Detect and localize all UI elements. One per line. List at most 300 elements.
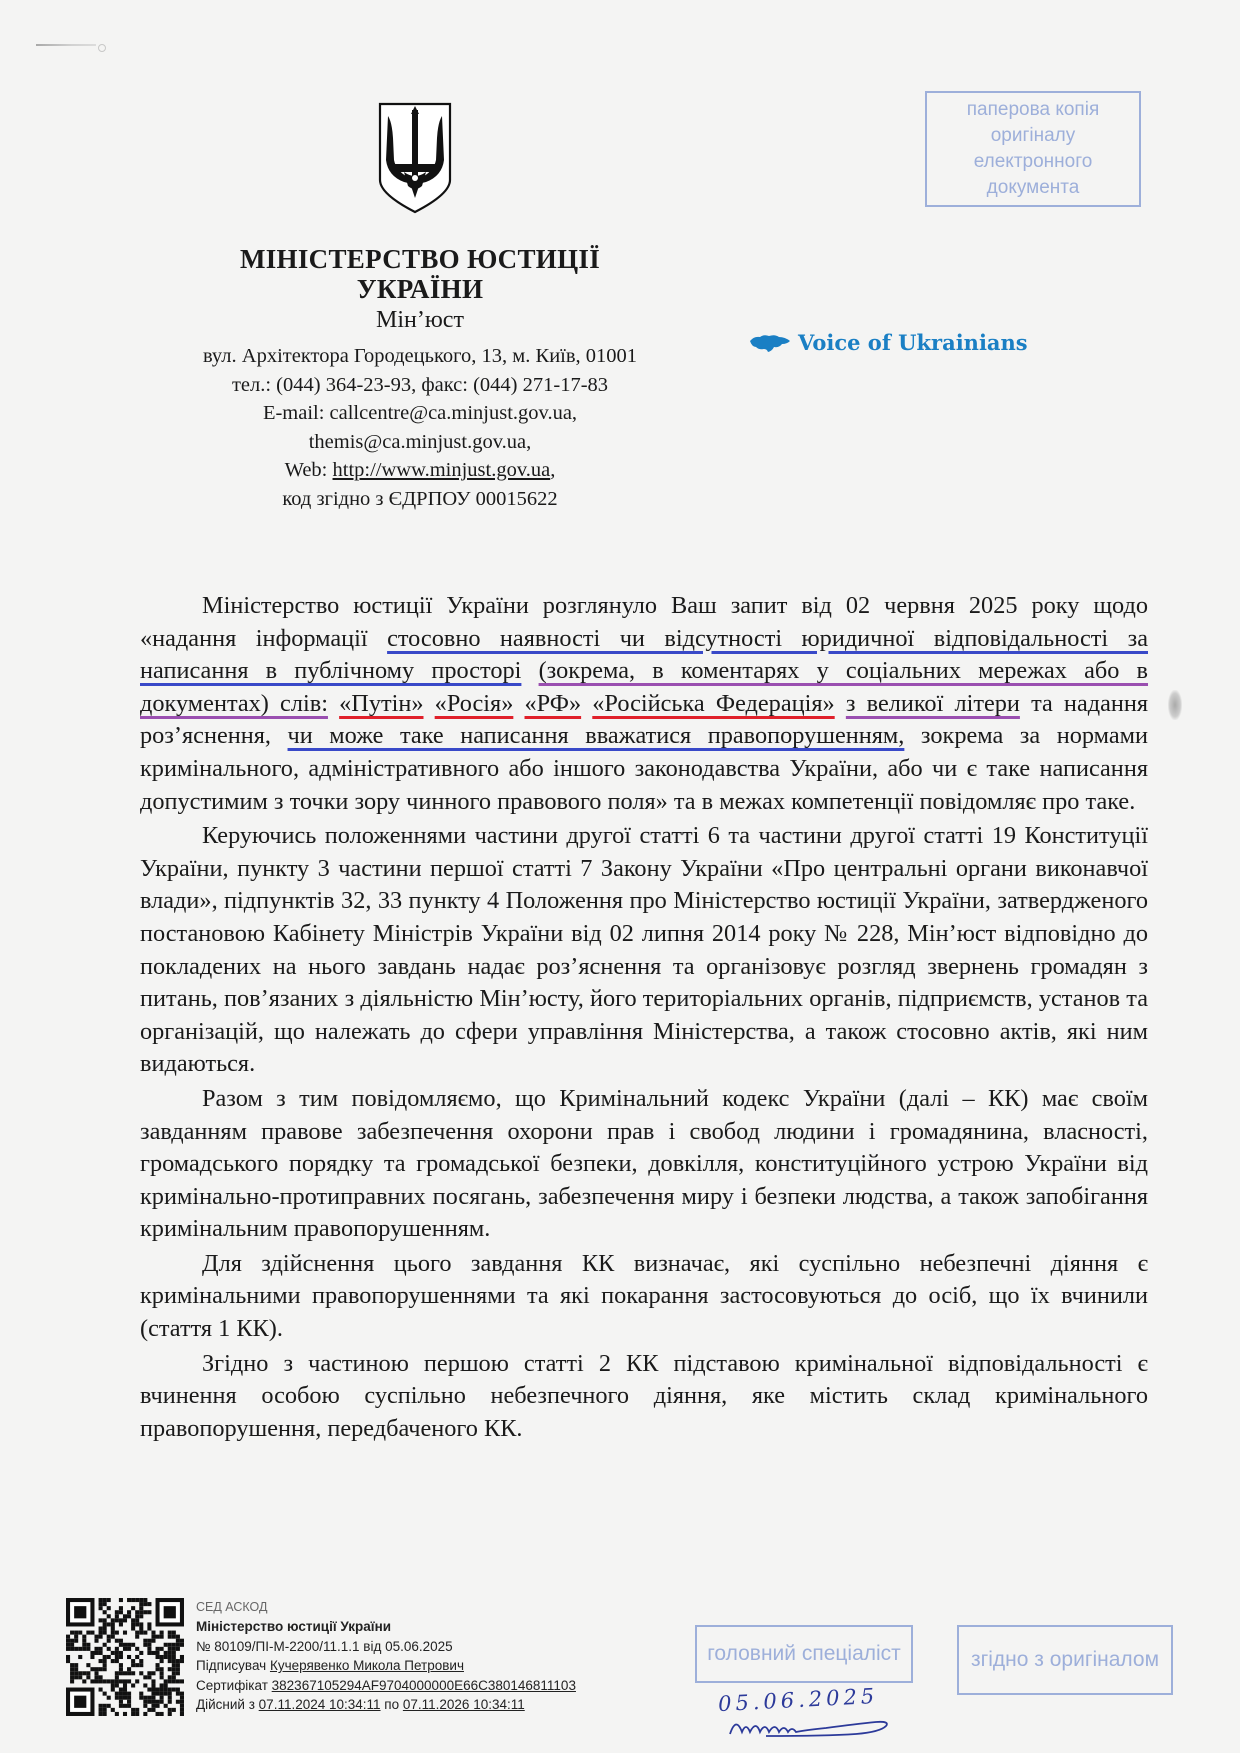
stamp-position: головний спеціаліст bbox=[695, 1625, 913, 1683]
qr-module bbox=[111, 1635, 115, 1639]
qr-module bbox=[107, 1647, 111, 1651]
watermark-text: Voice of Ukrainians bbox=[798, 330, 1028, 355]
qr-module bbox=[147, 1688, 151, 1692]
qr-module bbox=[156, 1700, 160, 1704]
qr-module bbox=[151, 1671, 155, 1675]
qr-module bbox=[94, 1647, 98, 1651]
qr-module bbox=[119, 1663, 123, 1667]
qr-module bbox=[90, 1651, 94, 1655]
qr-module bbox=[176, 1679, 180, 1683]
qr-module bbox=[103, 1626, 107, 1630]
qr-module bbox=[135, 1663, 139, 1667]
qr-module bbox=[135, 1598, 139, 1602]
qr-module bbox=[94, 1671, 98, 1675]
qr-module bbox=[176, 1639, 180, 1643]
qr-module bbox=[139, 1602, 143, 1606]
qr-module bbox=[131, 1659, 135, 1663]
highlight-red: «Росія» bbox=[434, 689, 514, 717]
qr-module bbox=[160, 1683, 164, 1687]
qr-module bbox=[119, 1622, 123, 1626]
qr-module bbox=[115, 1692, 119, 1696]
qr-module bbox=[151, 1708, 155, 1712]
qr-module bbox=[131, 1626, 135, 1630]
qr-module bbox=[82, 1643, 86, 1647]
qr-module bbox=[99, 1688, 103, 1692]
qr-module bbox=[180, 1712, 184, 1716]
qr-module bbox=[164, 1683, 168, 1687]
stamp-paper-copy bbox=[925, 91, 1141, 207]
letterhead bbox=[140, 244, 700, 513]
qr-module bbox=[164, 1679, 168, 1683]
qr-module bbox=[143, 1712, 147, 1716]
qr-module bbox=[70, 1643, 74, 1647]
text-run bbox=[513, 690, 524, 717]
qr-module bbox=[147, 1610, 151, 1614]
qr-module bbox=[143, 1602, 147, 1606]
qr-module bbox=[94, 1679, 98, 1683]
qr-module bbox=[82, 1679, 86, 1683]
qr-module bbox=[115, 1651, 119, 1655]
qr-module bbox=[115, 1647, 119, 1651]
qr-module bbox=[180, 1643, 184, 1647]
qr-module bbox=[143, 1683, 147, 1687]
qr-module bbox=[168, 1692, 172, 1696]
qr-finder bbox=[164, 1606, 176, 1618]
qr-module bbox=[127, 1679, 131, 1683]
qr-module bbox=[119, 1610, 123, 1614]
qr-module bbox=[115, 1696, 119, 1700]
qr-module bbox=[99, 1635, 103, 1639]
qr-module bbox=[86, 1631, 90, 1635]
qr-module bbox=[147, 1626, 151, 1630]
qr-module bbox=[99, 1659, 103, 1663]
qr-module bbox=[147, 1708, 151, 1712]
qr-module bbox=[103, 1692, 107, 1696]
qr-module bbox=[147, 1639, 151, 1643]
qr-module bbox=[180, 1679, 184, 1683]
qr-module bbox=[160, 1688, 164, 1692]
signer-name: Кучерявенко Микола Петрович bbox=[269, 1658, 464, 1674]
qr-module bbox=[164, 1655, 168, 1659]
qr-module bbox=[99, 1667, 103, 1671]
qr-module bbox=[115, 1671, 119, 1675]
highlight-red: «Російська Федерація» bbox=[592, 689, 835, 717]
qr-module bbox=[123, 1671, 127, 1675]
certificate-row bbox=[196, 1676, 576, 1695]
qr-module bbox=[139, 1631, 143, 1635]
qr-module bbox=[111, 1622, 115, 1626]
qr-module bbox=[168, 1712, 172, 1716]
qr-module bbox=[119, 1598, 123, 1602]
qr-module bbox=[139, 1692, 143, 1696]
qr-module bbox=[176, 1700, 180, 1704]
qr-module bbox=[160, 1655, 164, 1659]
valid-to: 07.11.2026 10:34:11 bbox=[402, 1697, 525, 1713]
qr-module bbox=[176, 1688, 180, 1692]
qr-module bbox=[131, 1643, 135, 1647]
qr-module bbox=[168, 1688, 172, 1692]
qr-module bbox=[160, 1667, 164, 1671]
qr-module bbox=[160, 1692, 164, 1696]
qr-module bbox=[160, 1631, 164, 1635]
qr-module bbox=[143, 1610, 147, 1614]
qr-module bbox=[135, 1614, 139, 1618]
qr-module bbox=[123, 1696, 127, 1700]
qr-module bbox=[147, 1696, 151, 1700]
qr-module bbox=[74, 1675, 78, 1679]
qr-module bbox=[176, 1692, 180, 1696]
qr-module bbox=[119, 1606, 123, 1610]
qr-module bbox=[127, 1700, 131, 1704]
qr-module bbox=[135, 1679, 139, 1683]
qr-module bbox=[156, 1655, 160, 1659]
qr-module bbox=[115, 1610, 119, 1614]
qr-finder bbox=[74, 1696, 86, 1708]
qr-module bbox=[123, 1643, 127, 1647]
qr-module bbox=[119, 1679, 123, 1683]
qr-module bbox=[156, 1712, 160, 1716]
qr-module bbox=[180, 1704, 184, 1708]
certificate-number: 382367105294AF9704000000E66C380146811103 bbox=[271, 1677, 576, 1693]
qr-module bbox=[90, 1631, 94, 1635]
qr-module bbox=[131, 1663, 135, 1667]
qr-module bbox=[103, 1655, 107, 1659]
qr-module bbox=[143, 1631, 147, 1635]
qr-module bbox=[94, 1651, 98, 1655]
paragraph-criminal-code: Разом з тим повідомляємо, що Кримінальний кодекс України (далі – КК) має своїм завданням правове забезпечення охорони прав і свобод людини і громадянина, власності, громадського порядку та громадської безпеки, довкілля, конституційного устрою України від кримінально-протиправних посягань, забезпечення миру і безпеки людства, а також запобігання кримінальним правопорушенням. bbox=[140, 1084, 1148, 1243]
qr-module bbox=[99, 1679, 103, 1683]
qr-module bbox=[160, 1671, 164, 1675]
qr-module bbox=[82, 1639, 86, 1643]
qr-module bbox=[107, 1679, 111, 1683]
qr-module bbox=[172, 1663, 176, 1667]
handwritten-date: 05.06.2025 bbox=[717, 1683, 879, 1717]
qr-module bbox=[94, 1639, 98, 1643]
ministry-name: МІНІСТЕРСТВО ЮСТИЦІЇ bbox=[239, 244, 601, 274]
voice-of-ukrainians-watermark bbox=[748, 330, 1028, 355]
qr-module bbox=[147, 1602, 151, 1606]
qr-module bbox=[70, 1671, 74, 1675]
signer-row bbox=[196, 1656, 576, 1675]
qr-module bbox=[115, 1712, 119, 1716]
qr-module bbox=[172, 1655, 176, 1659]
qr-module bbox=[103, 1610, 107, 1614]
qr-module bbox=[151, 1692, 155, 1696]
qr-module bbox=[156, 1688, 160, 1692]
qr-module bbox=[107, 1614, 111, 1618]
qr-module bbox=[172, 1643, 176, 1647]
qr-module bbox=[135, 1631, 139, 1635]
qr-module bbox=[103, 1598, 107, 1602]
qr-module bbox=[99, 1704, 103, 1708]
qr-module bbox=[147, 1647, 151, 1651]
qr-module bbox=[139, 1659, 143, 1663]
qr-module bbox=[115, 1655, 119, 1659]
qr-module bbox=[115, 1679, 119, 1683]
qr-module bbox=[103, 1659, 107, 1663]
qr-module bbox=[99, 1675, 103, 1679]
qr-module bbox=[147, 1651, 151, 1655]
qr-module bbox=[99, 1712, 103, 1716]
qr-module bbox=[151, 1696, 155, 1700]
qr-module bbox=[139, 1651, 143, 1655]
qr-module bbox=[151, 1700, 155, 1704]
qr-module bbox=[115, 1639, 119, 1643]
ministry-short-name: Мін’юст bbox=[376, 307, 464, 333]
qr-module bbox=[119, 1696, 123, 1700]
qr-module bbox=[90, 1679, 94, 1683]
qr-module bbox=[139, 1671, 143, 1675]
qr-module bbox=[103, 1667, 107, 1671]
qr-module bbox=[172, 1708, 176, 1712]
qr-module bbox=[168, 1700, 172, 1704]
text-run bbox=[835, 690, 846, 717]
qr-module bbox=[131, 1683, 135, 1687]
qr-module bbox=[151, 1635, 155, 1639]
qr-module bbox=[103, 1618, 107, 1622]
qr-module bbox=[99, 1618, 103, 1622]
qr-module bbox=[107, 1598, 111, 1602]
qr-module bbox=[115, 1659, 119, 1663]
qr-module bbox=[143, 1639, 147, 1643]
valid-from: 07.11.2024 10:34:11 bbox=[258, 1697, 381, 1713]
qr-module bbox=[172, 1647, 176, 1651]
qr-module bbox=[70, 1647, 74, 1651]
qr-module bbox=[156, 1647, 160, 1651]
paragraph-liability-basis: Згідно з частиною першою статті 2 КК підставою кримінальної відповідальності є вчинення особою суспільно небезпечного діяння, яке містить склад кримінального правопорушення, передбаченого КК. bbox=[140, 1349, 1148, 1442]
qr-module bbox=[168, 1655, 172, 1659]
stamp-line: паперова копія оригіналу bbox=[966, 99, 1100, 146]
qr-module bbox=[139, 1598, 143, 1602]
qr-finder bbox=[74, 1606, 86, 1618]
qr-module bbox=[78, 1631, 82, 1635]
qr-module bbox=[127, 1598, 131, 1602]
qr-module bbox=[168, 1631, 172, 1635]
web-suffix: , bbox=[550, 459, 556, 481]
qr-module bbox=[156, 1692, 160, 1696]
qr-module bbox=[147, 1643, 151, 1647]
qr-module bbox=[168, 1647, 172, 1651]
qr-module bbox=[82, 1671, 86, 1675]
qr-module bbox=[119, 1700, 123, 1704]
qr-module bbox=[168, 1651, 172, 1655]
qr-module bbox=[115, 1683, 119, 1687]
qr-module bbox=[123, 1688, 127, 1692]
e-signature-block bbox=[196, 1598, 576, 1714]
qr-module bbox=[74, 1671, 78, 1675]
qr-module bbox=[94, 1635, 98, 1639]
qr-module bbox=[119, 1651, 123, 1655]
qr-module bbox=[131, 1618, 135, 1622]
qr-module bbox=[151, 1639, 155, 1643]
qr-module bbox=[86, 1647, 90, 1651]
qr-module bbox=[139, 1663, 143, 1667]
qr-module bbox=[156, 1663, 160, 1667]
qr-module bbox=[119, 1655, 123, 1659]
qr-module bbox=[172, 1631, 176, 1635]
qr-module bbox=[156, 1704, 160, 1708]
highlight-red: «РФ» bbox=[524, 689, 582, 717]
qr-module bbox=[111, 1659, 115, 1663]
qr-module bbox=[151, 1704, 155, 1708]
qr-module bbox=[74, 1631, 78, 1635]
qr-module bbox=[127, 1692, 131, 1696]
qr-module bbox=[160, 1659, 164, 1663]
qr-module bbox=[115, 1631, 119, 1635]
qr-module bbox=[180, 1696, 184, 1700]
qr-module bbox=[103, 1602, 107, 1606]
qr-module bbox=[94, 1667, 98, 1671]
qr-module bbox=[119, 1704, 123, 1708]
qr-module bbox=[168, 1643, 172, 1647]
qr-module bbox=[127, 1614, 131, 1618]
qr-module bbox=[156, 1651, 160, 1655]
qr-module bbox=[147, 1700, 151, 1704]
qr-module bbox=[74, 1635, 78, 1639]
qr-module bbox=[164, 1692, 168, 1696]
qr-module bbox=[164, 1704, 168, 1708]
qr-module bbox=[123, 1631, 127, 1635]
qr-module bbox=[127, 1643, 131, 1647]
qr-module bbox=[99, 1626, 103, 1630]
qr-module bbox=[172, 1679, 176, 1683]
qr-module bbox=[131, 1671, 135, 1675]
email-secondary: themis@ca.minjust.gov.ua, bbox=[308, 430, 532, 453]
qr-module bbox=[176, 1647, 180, 1651]
qr-module bbox=[111, 1688, 115, 1692]
highlight-blue: стосовно наявності чи відсутності юридичної відповідальності за написання в публічному просторі bbox=[140, 624, 1148, 685]
qr-module bbox=[151, 1688, 155, 1692]
qr-module bbox=[123, 1683, 127, 1687]
qr-module bbox=[164, 1688, 168, 1692]
qr-module bbox=[139, 1614, 143, 1618]
qr-module bbox=[66, 1659, 70, 1663]
qr-module bbox=[74, 1663, 78, 1667]
qr-module bbox=[147, 1675, 151, 1679]
qr-module bbox=[143, 1598, 147, 1602]
certificate-label: Сертифікат bbox=[196, 1677, 272, 1693]
qr-module bbox=[107, 1606, 111, 1610]
qr-module bbox=[127, 1696, 131, 1700]
qr-module bbox=[115, 1675, 119, 1679]
ukraine-map-icon bbox=[748, 333, 792, 353]
qr-module bbox=[168, 1667, 172, 1671]
qr-module bbox=[139, 1696, 143, 1700]
qr-module bbox=[107, 1655, 111, 1659]
text-run bbox=[581, 690, 592, 717]
qr-module bbox=[147, 1671, 151, 1675]
qr-module bbox=[131, 1606, 135, 1610]
qr-module bbox=[111, 1679, 115, 1683]
text-run: зокрема за нормами кримінального, адміністративного або іншого законодавства України, або чи є таке написання допустимим з точки зору чинного правового поля» та в межах компетенції повідомляє про таке. bbox=[140, 722, 1148, 815]
qr-module bbox=[78, 1671, 82, 1675]
qr-module bbox=[123, 1647, 127, 1651]
qr-module bbox=[86, 1663, 90, 1667]
qr-module bbox=[168, 1659, 172, 1663]
trident-coat-of-arms-icon bbox=[378, 102, 452, 214]
qr-module bbox=[176, 1659, 180, 1663]
signature-organization: Міністерство юстиції України bbox=[196, 1619, 392, 1635]
qr-module bbox=[103, 1622, 107, 1626]
qr-module bbox=[66, 1647, 70, 1651]
qr-module bbox=[119, 1618, 123, 1622]
web-link[interactable]: http://www.minjust.gov.ua bbox=[332, 459, 551, 481]
qr-module bbox=[103, 1708, 107, 1712]
qr-module bbox=[70, 1667, 74, 1671]
qr-module bbox=[74, 1639, 78, 1643]
qr-code-icon bbox=[66, 1598, 184, 1716]
text-run: та надання роз’яснення, bbox=[140, 689, 1149, 750]
qr-module bbox=[99, 1598, 103, 1602]
qr-module bbox=[164, 1651, 168, 1655]
qr-module bbox=[103, 1643, 107, 1647]
qr-module bbox=[135, 1647, 139, 1651]
qr-module bbox=[131, 1598, 135, 1602]
qr-module bbox=[119, 1643, 123, 1647]
qr-module bbox=[160, 1696, 164, 1700]
qr-module bbox=[103, 1663, 107, 1667]
qr-module bbox=[78, 1655, 82, 1659]
scan-artifact bbox=[36, 44, 96, 46]
qr-module bbox=[127, 1671, 131, 1675]
qr-module bbox=[172, 1667, 176, 1671]
qr-module bbox=[160, 1647, 164, 1651]
qr-module bbox=[99, 1631, 103, 1635]
qr-module bbox=[107, 1635, 111, 1639]
qr-module bbox=[119, 1692, 123, 1696]
qr-module bbox=[160, 1635, 164, 1639]
qr-module bbox=[135, 1655, 139, 1659]
contact-block bbox=[140, 342, 700, 513]
qr-module bbox=[90, 1655, 94, 1659]
qr-module bbox=[147, 1622, 151, 1626]
qr-module bbox=[99, 1647, 103, 1651]
highlight-red: «Путін» bbox=[339, 689, 424, 717]
qr-module bbox=[168, 1679, 172, 1683]
qr-module bbox=[107, 1622, 111, 1626]
qr-module bbox=[70, 1675, 74, 1679]
qr-module bbox=[180, 1655, 184, 1659]
qr-module bbox=[115, 1614, 119, 1618]
qr-module bbox=[66, 1635, 70, 1639]
qr-module bbox=[123, 1692, 127, 1696]
qr-module bbox=[139, 1622, 143, 1626]
qr-module bbox=[70, 1679, 74, 1683]
qr-module bbox=[168, 1708, 172, 1712]
qr-module bbox=[172, 1688, 176, 1692]
qr-module bbox=[143, 1675, 147, 1679]
qr-module bbox=[99, 1708, 103, 1712]
qr-module bbox=[151, 1683, 155, 1687]
qr-module bbox=[111, 1618, 115, 1622]
letter-body bbox=[140, 590, 1148, 1447]
qr-module bbox=[135, 1708, 139, 1712]
qr-module bbox=[82, 1635, 86, 1639]
qr-module bbox=[139, 1626, 143, 1630]
paragraph-request bbox=[140, 590, 1148, 818]
qr-module bbox=[70, 1663, 74, 1667]
qr-module bbox=[156, 1667, 160, 1671]
registration-number: № 80109/ПІ-М-2200/11.1.1 від 05.06.2025 bbox=[196, 1638, 453, 1654]
qr-module bbox=[66, 1639, 70, 1643]
stamp-certified-copy: згідно з оригіналом bbox=[957, 1625, 1173, 1695]
qr-module bbox=[156, 1635, 160, 1639]
qr-module bbox=[135, 1610, 139, 1614]
qr-module bbox=[131, 1622, 135, 1626]
qr-module bbox=[111, 1683, 115, 1687]
qr-module bbox=[78, 1675, 82, 1679]
qr-module bbox=[172, 1659, 176, 1663]
